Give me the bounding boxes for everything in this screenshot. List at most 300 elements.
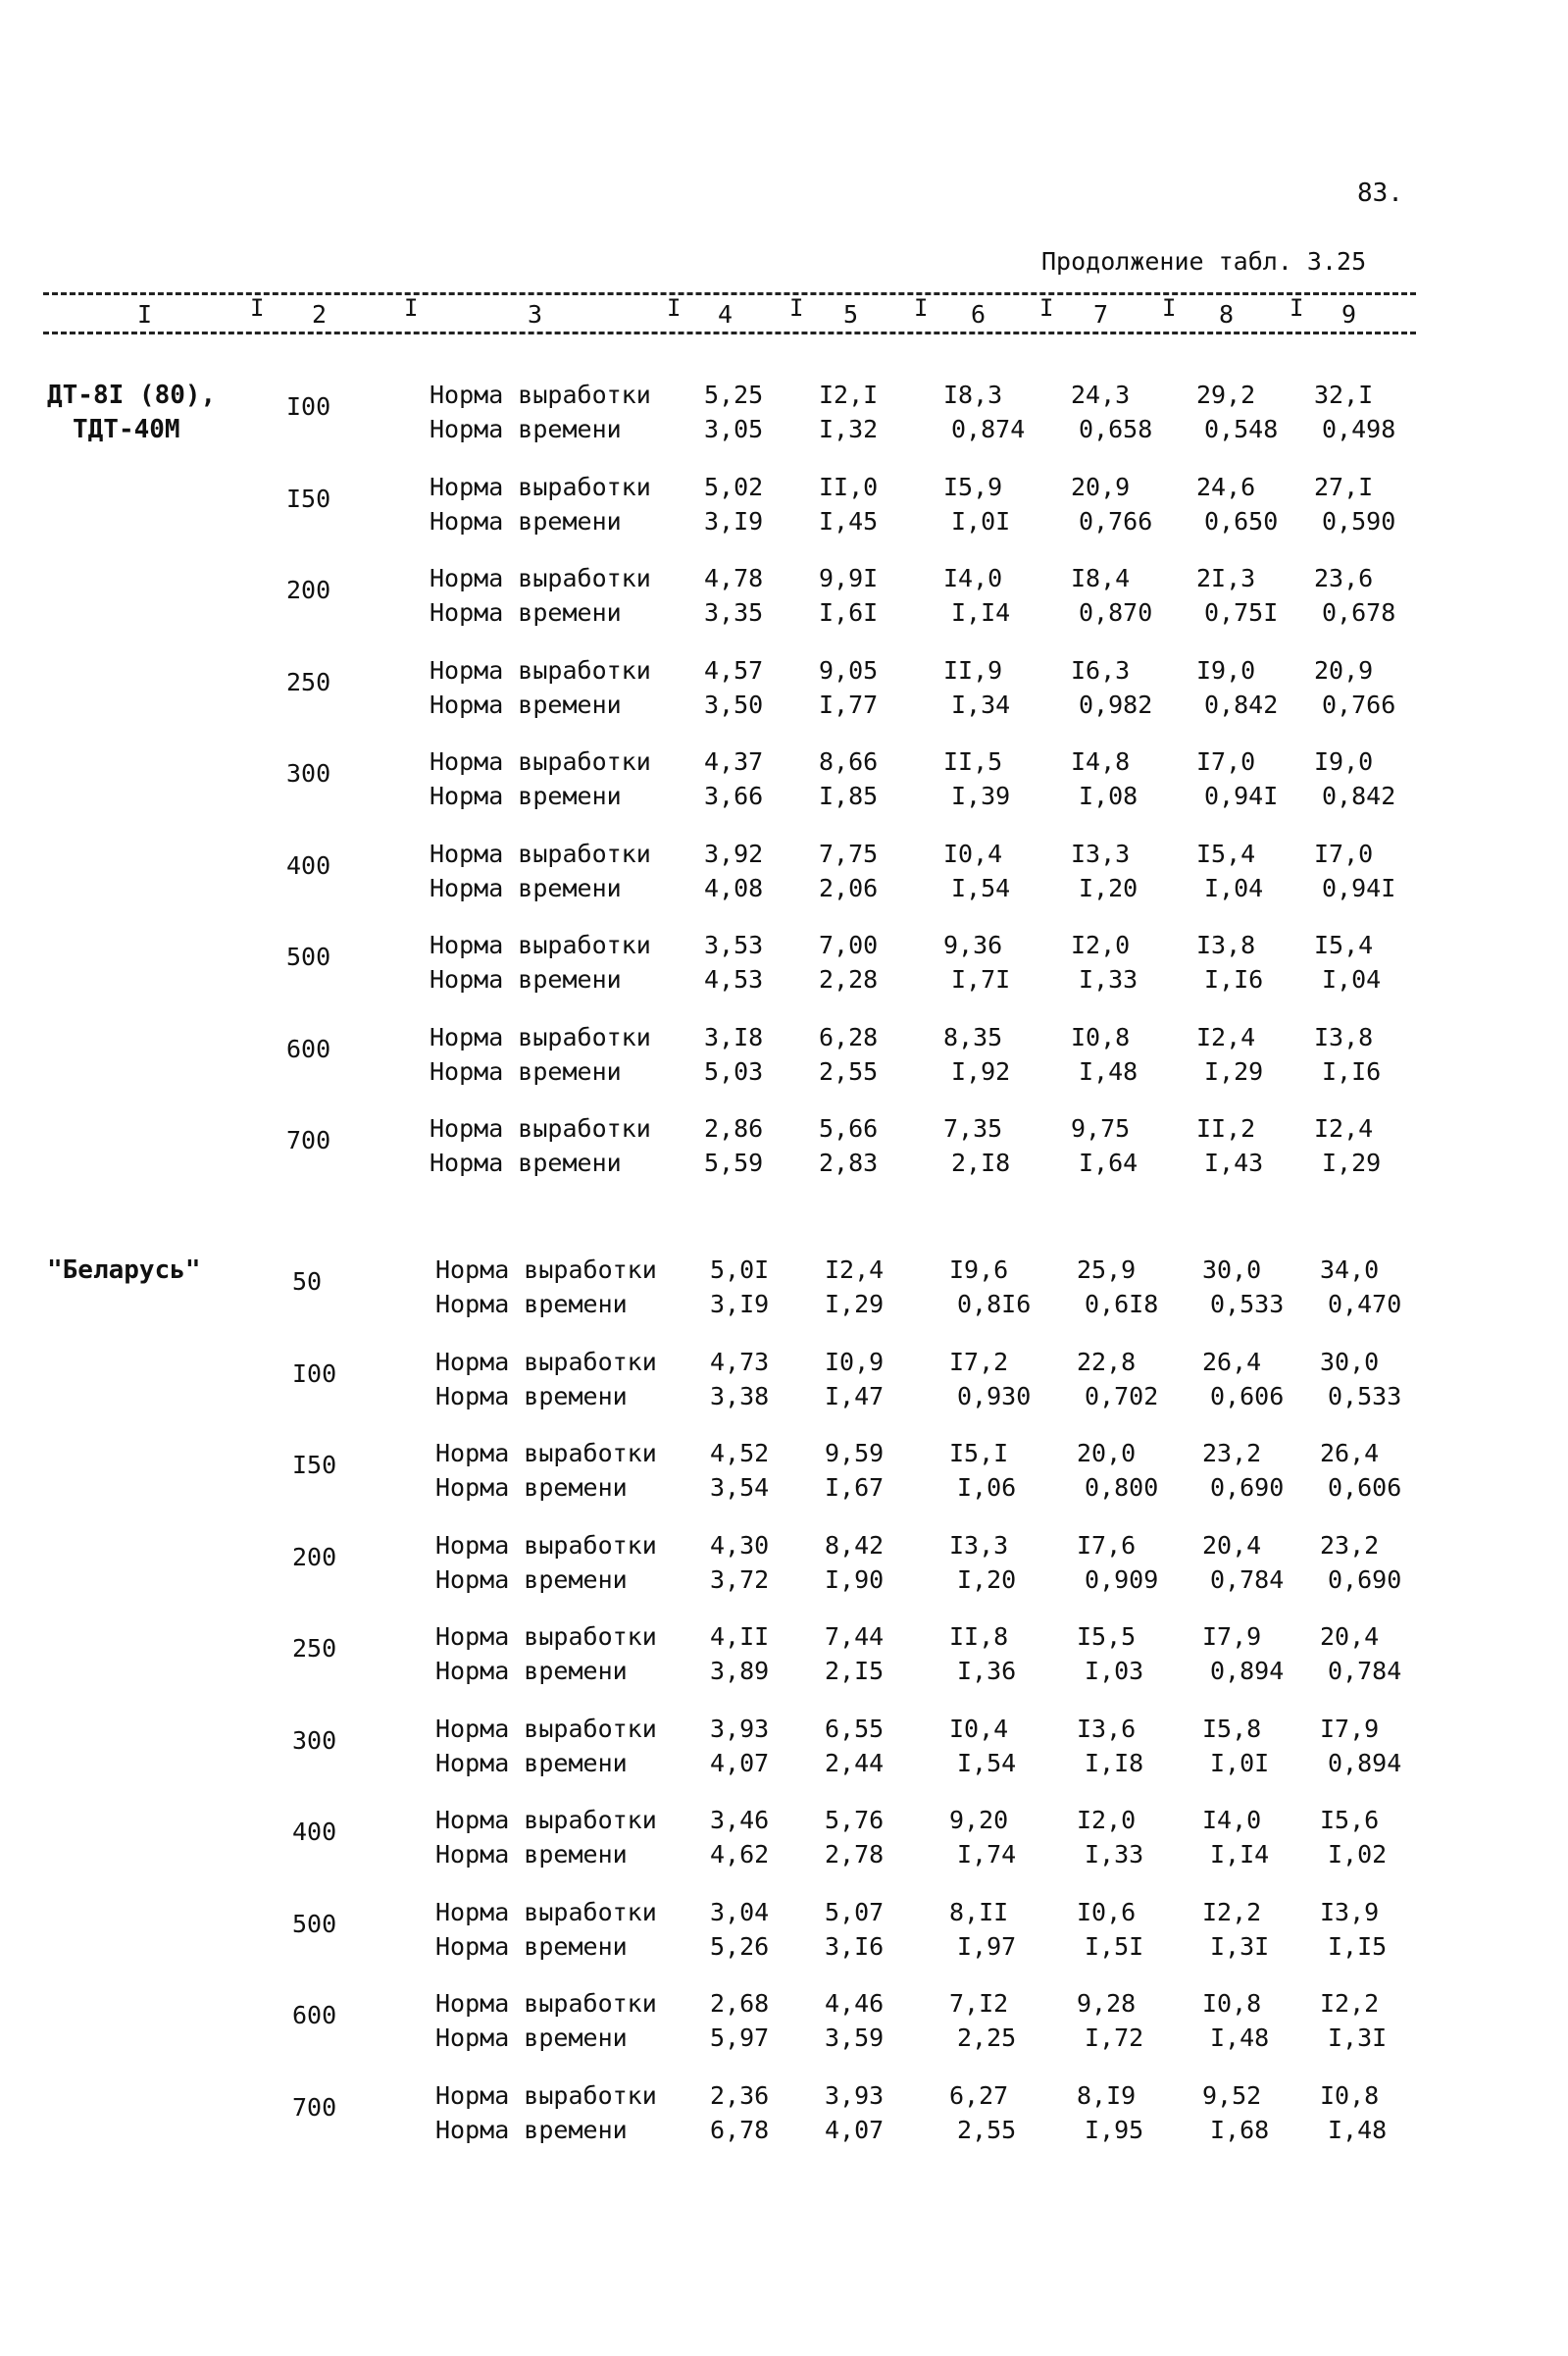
norm-time-value: I,6I xyxy=(819,598,879,627)
column-separator: I xyxy=(1162,294,1177,322)
norm-output-label: Норма выработки xyxy=(430,1114,651,1143)
norm-time-value: 0,470 xyxy=(1328,1290,1402,1318)
norm-output-value: I5,8 xyxy=(1202,1714,1262,1743)
norm-time-value: 0,842 xyxy=(1204,690,1279,719)
norm-time-label: Норма времени xyxy=(435,1473,628,1502)
norm-time-value: I,33 xyxy=(1085,1840,1144,1869)
norm-output-value: 4,30 xyxy=(710,1530,770,1560)
norm-output-value: 24,6 xyxy=(1196,472,1256,501)
norm-output-value: 9,59 xyxy=(825,1439,885,1467)
norm-output-label: Норма выработки xyxy=(435,1622,657,1651)
norm-output-label: Норма выработки xyxy=(435,1530,657,1560)
norm-time-value: 0,800 xyxy=(1085,1473,1159,1502)
norm-time-value: 6,78 xyxy=(710,2115,770,2144)
norm-output-value: 30,0 xyxy=(1320,1347,1380,1376)
norm-time-value: I,64 xyxy=(1079,1149,1138,1177)
norm-output-value: I7,0 xyxy=(1314,839,1374,868)
norm-output-value: 24,3 xyxy=(1071,381,1131,409)
norm-time-value: 5,59 xyxy=(704,1149,764,1177)
norm-time-value: I,03 xyxy=(1085,1657,1144,1685)
column-header-8: 8 xyxy=(1219,300,1235,329)
norm-time-label: Норма времени xyxy=(435,1290,628,1318)
norm-output-value: 9,05 xyxy=(819,655,879,685)
norm-output-value: 32,I xyxy=(1314,381,1374,409)
norm-time-value: I,95 xyxy=(1085,2115,1144,2144)
norm-time-value: 2,I5 xyxy=(825,1657,885,1685)
norm-output-value: 23,6 xyxy=(1314,564,1374,592)
norm-time-value: I,48 xyxy=(1079,1056,1138,1086)
norm-output-value: II,5 xyxy=(943,747,1003,776)
norm-time-value: 5,97 xyxy=(710,2023,770,2052)
norm-time-value: 0,533 xyxy=(1328,1381,1402,1410)
header-bottom-rule xyxy=(43,332,1416,334)
norm-output-value: 3,I8 xyxy=(704,1022,764,1051)
norm-output-value: 5,66 xyxy=(819,1114,879,1143)
header-top-rule xyxy=(43,292,1416,295)
norm-time-value: I,3I xyxy=(1328,2023,1388,2052)
norm-time-label: Норма времени xyxy=(430,1149,622,1177)
norm-time-value: 4,07 xyxy=(825,2115,885,2144)
norm-output-value: I8,3 xyxy=(943,381,1003,409)
norm-time-value: 2,55 xyxy=(957,2115,1017,2144)
norm-output-value: I7,6 xyxy=(1077,1530,1137,1560)
norm-time-value: I,43 xyxy=(1204,1149,1264,1177)
param-value: 500 xyxy=(286,943,331,971)
norm-output-value: 9,9I xyxy=(819,564,879,592)
norm-output-value: 23,2 xyxy=(1202,1439,1262,1467)
param-value: 200 xyxy=(286,576,331,604)
param-value: 200 xyxy=(292,1542,337,1571)
norm-output-value: II,8 xyxy=(949,1622,1009,1651)
norm-output-value: I8,4 xyxy=(1071,564,1131,592)
norm-time-value: 0,94I xyxy=(1322,873,1396,902)
norm-time-label: Норма времени xyxy=(430,1056,622,1086)
norm-time-value: I,I4 xyxy=(951,598,1011,627)
column-header-6: 6 xyxy=(971,300,986,329)
norm-output-value: I0,4 xyxy=(949,1714,1009,1743)
norm-output-value: 25,9 xyxy=(1077,1255,1137,1284)
norm-time-value: I,I6 xyxy=(1204,965,1264,994)
norm-output-value: I7,2 xyxy=(949,1347,1009,1376)
norm-output-value: I2,0 xyxy=(1077,1806,1137,1834)
norm-time-value: 3,05 xyxy=(704,415,764,443)
norm-time-value: I,72 xyxy=(1085,2023,1144,2052)
norm-time-value: 3,59 xyxy=(825,2023,885,2052)
norm-output-value: 2I,3 xyxy=(1196,564,1256,592)
norm-output-label: Норма выработки xyxy=(430,381,651,409)
norm-output-value: 8,I9 xyxy=(1077,2080,1137,2110)
norm-time-value: I,67 xyxy=(825,1473,885,1502)
norm-time-value: I,97 xyxy=(957,1931,1017,1961)
norm-output-value: 20,0 xyxy=(1077,1439,1137,1467)
norm-output-value: 3,93 xyxy=(710,1714,770,1743)
norm-output-value: I0,8 xyxy=(1202,1989,1262,2018)
norm-time-value: 4,62 xyxy=(710,1840,770,1869)
norm-time-value: I,54 xyxy=(951,873,1011,902)
norm-time-value: 4,07 xyxy=(710,1748,770,1777)
norm-output-value: I5,I xyxy=(949,1439,1009,1467)
norm-output-label: Норма выработки xyxy=(430,839,651,868)
norm-output-value: 6,27 xyxy=(949,2080,1009,2110)
norm-time-value: 2,28 xyxy=(819,965,879,994)
norm-time-value: 0,690 xyxy=(1210,1473,1285,1502)
norm-time-value: 0,894 xyxy=(1210,1657,1285,1685)
norm-time-value: I,I6 xyxy=(1322,1056,1382,1086)
norm-output-value: 9,20 xyxy=(949,1806,1009,1834)
norm-time-value: I,08 xyxy=(1079,782,1138,810)
norm-time-value: 0,874 xyxy=(951,415,1026,443)
norm-output-value: I5,4 xyxy=(1314,931,1374,959)
param-value: 300 xyxy=(292,1725,337,1755)
norm-output-value: 5,25 xyxy=(704,381,764,409)
norm-output-value: 9,52 xyxy=(1202,2080,1262,2110)
norm-output-value: 7,00 xyxy=(819,931,879,959)
norm-output-value: 23,2 xyxy=(1320,1530,1380,1560)
param-value: 600 xyxy=(286,1034,331,1063)
machine-name: ТДТ-40М xyxy=(73,415,180,444)
norm-time-value: I,I8 xyxy=(1085,1748,1144,1777)
norm-output-value: II,9 xyxy=(943,655,1003,685)
norm-time-value: I,20 xyxy=(957,1564,1017,1594)
norm-output-value: 3,46 xyxy=(710,1806,770,1834)
norm-output-value: I3,8 xyxy=(1314,1022,1374,1051)
norm-time-value: I,7I xyxy=(951,965,1011,994)
norm-output-value: I9,0 xyxy=(1314,747,1374,776)
column-header-7: 7 xyxy=(1093,300,1109,329)
norm-time-label: Норма времени xyxy=(430,782,622,810)
norm-time-value: 3,38 xyxy=(710,1381,770,1410)
norm-time-value: 3,I9 xyxy=(704,506,764,536)
norm-time-value: 0,982 xyxy=(1079,690,1153,719)
norm-output-value: 4,57 xyxy=(704,655,764,685)
param-value: 500 xyxy=(292,1909,337,1938)
norm-output-value: 7,I2 xyxy=(949,1989,1009,2018)
norm-output-value: 4,78 xyxy=(704,564,764,592)
norm-output-value: I4,0 xyxy=(943,564,1003,592)
column-header-9: 9 xyxy=(1341,300,1357,329)
norm-output-value: 8,II xyxy=(949,1897,1009,1926)
norm-time-value: 4,08 xyxy=(704,873,764,902)
norm-time-value: I,47 xyxy=(825,1381,885,1410)
norm-time-value: 0,766 xyxy=(1322,690,1396,719)
norm-output-value: 7,75 xyxy=(819,839,879,868)
norm-time-value: I,34 xyxy=(951,690,1011,719)
norm-output-value: 4,46 xyxy=(825,1989,885,2018)
norm-output-value: I0,4 xyxy=(943,839,1003,868)
norm-time-value: 3,I6 xyxy=(825,1931,885,1961)
norm-time-value: I,39 xyxy=(951,782,1011,810)
norm-output-value: 9,36 xyxy=(943,931,1003,959)
norm-time-value: I,77 xyxy=(819,690,879,719)
norm-output-value: I4,0 xyxy=(1202,1806,1262,1834)
norm-time-value: 0,548 xyxy=(1204,415,1279,443)
norm-output-value: 5,0I xyxy=(710,1255,770,1284)
norm-time-value: 4,53 xyxy=(704,965,764,994)
norm-output-value: I2,2 xyxy=(1202,1897,1262,1926)
norm-time-value: 0,8I6 xyxy=(957,1290,1032,1318)
column-separator: I xyxy=(789,294,804,322)
norm-output-value: 3,53 xyxy=(704,931,764,959)
norm-time-value: 0,690 xyxy=(1328,1564,1402,1594)
param-value: I50 xyxy=(286,484,331,513)
norm-output-value: 29,2 xyxy=(1196,381,1256,409)
norm-output-value: 4,52 xyxy=(710,1439,770,1467)
norm-time-label: Норма времени xyxy=(435,2115,628,2144)
norm-time-value: I,0I xyxy=(951,506,1011,536)
norm-time-value: I,74 xyxy=(957,1840,1017,1869)
norm-time-label: Норма времени xyxy=(435,1840,628,1869)
norm-time-value: 3,50 xyxy=(704,690,764,719)
norm-output-label: Норма выработки xyxy=(435,1255,657,1284)
norm-output-value: 7,35 xyxy=(943,1114,1003,1143)
norm-time-value: 3,66 xyxy=(704,782,764,810)
norm-time-value: 0,930 xyxy=(957,1381,1032,1410)
norm-time-label: Норма времени xyxy=(430,506,622,536)
norm-time-label: Норма времени xyxy=(435,1564,628,1594)
norm-time-value: 0,870 xyxy=(1079,598,1153,627)
norm-output-value: I7,9 xyxy=(1320,1714,1380,1743)
norm-output-value: I3,3 xyxy=(949,1530,1009,1560)
param-value: I50 xyxy=(292,1451,337,1479)
norm-time-value: I,29 xyxy=(1322,1149,1382,1177)
norm-time-label: Норма времени xyxy=(430,598,622,627)
norm-time-value: I,85 xyxy=(819,782,879,810)
norm-output-value: 3,92 xyxy=(704,839,764,868)
norm-time-value: 0,498 xyxy=(1322,415,1396,443)
norm-time-value: I,48 xyxy=(1210,2023,1270,2052)
norm-time-label: Норма времени xyxy=(430,690,622,719)
norm-time-value: I,20 xyxy=(1079,873,1138,902)
norm-output-value: I0,8 xyxy=(1320,2080,1380,2110)
column-separator: I xyxy=(1290,294,1304,322)
norm-output-value: I6,3 xyxy=(1071,655,1131,685)
column-header-3: 3 xyxy=(528,300,543,329)
norm-time-value: 0,784 xyxy=(1210,1564,1285,1594)
norm-output-value: I9,0 xyxy=(1196,655,1256,685)
norm-output-value: 34,0 xyxy=(1320,1255,1380,1284)
norm-output-value: 2,36 xyxy=(710,2080,770,2110)
norm-output-value: 9,75 xyxy=(1071,1114,1131,1143)
norm-time-value: 0,533 xyxy=(1210,1290,1285,1318)
column-separator: I xyxy=(404,294,419,322)
machine-name: "Беларусь" xyxy=(47,1255,201,1285)
norm-output-label: Норма выработки xyxy=(435,1439,657,1467)
norm-output-value: I4,8 xyxy=(1071,747,1131,776)
norm-time-value: I,04 xyxy=(1204,873,1264,902)
norm-time-value: 0,75I xyxy=(1204,598,1279,627)
norm-output-value: I3,8 xyxy=(1196,931,1256,959)
norm-output-value: 5,76 xyxy=(825,1806,885,1834)
norm-time-label: Норма времени xyxy=(435,1381,628,1410)
norm-time-value: 0,590 xyxy=(1322,506,1396,536)
norm-output-value: II,2 xyxy=(1196,1114,1256,1143)
norm-output-value: 6,55 xyxy=(825,1714,885,1743)
norm-output-label: Норма выработки xyxy=(430,472,651,501)
norm-time-label: Норма времени xyxy=(430,873,622,902)
norm-time-value: 0,6I8 xyxy=(1085,1290,1159,1318)
norm-output-label: Норма выработки xyxy=(430,564,651,592)
norm-output-label: Норма выработки xyxy=(435,2080,657,2110)
norm-output-value: 5,07 xyxy=(825,1897,885,1926)
norm-output-value: 8,42 xyxy=(825,1530,885,1560)
norm-time-value: I,68 xyxy=(1210,2115,1270,2144)
norm-output-value: 20,9 xyxy=(1071,472,1131,501)
norm-output-value: 4,73 xyxy=(710,1347,770,1376)
norm-time-value: I,5I xyxy=(1085,1931,1144,1961)
norm-output-value: I2,0 xyxy=(1071,931,1131,959)
norm-time-value: 2,83 xyxy=(819,1149,879,1177)
norm-output-value: 20,9 xyxy=(1314,655,1374,685)
norm-time-value: 5,03 xyxy=(704,1056,764,1086)
norm-time-value: 0,678 xyxy=(1322,598,1396,627)
norm-time-value: I,04 xyxy=(1322,965,1382,994)
norm-output-value: II,0 xyxy=(819,472,879,501)
norm-time-value: 2,44 xyxy=(825,1748,885,1777)
table-caption: Продолжение табл. 3.25 xyxy=(1041,247,1367,276)
norm-time-label: Норма времени xyxy=(435,1657,628,1685)
norm-time-value: 3,54 xyxy=(710,1473,770,1502)
column-header-5: 5 xyxy=(843,300,859,329)
norm-time-value: 2,25 xyxy=(957,2023,1017,2052)
norm-output-label: Норма выработки xyxy=(435,1989,657,2018)
norm-output-value: 3,04 xyxy=(710,1897,770,1926)
norm-time-value: 2,55 xyxy=(819,1056,879,1086)
param-value: 700 xyxy=(286,1126,331,1154)
norm-output-value: 22,8 xyxy=(1077,1347,1137,1376)
norm-time-value: 2,78 xyxy=(825,1840,885,1869)
norm-output-value: I5,4 xyxy=(1196,839,1256,868)
norm-time-value: I,90 xyxy=(825,1564,885,1594)
norm-output-value: 8,66 xyxy=(819,747,879,776)
norm-output-value: I0,6 xyxy=(1077,1897,1137,1926)
norm-time-value: 0,702 xyxy=(1085,1381,1159,1410)
norm-time-value: 2,I8 xyxy=(951,1149,1011,1177)
norm-output-label: Норма выработки xyxy=(435,1806,657,1834)
norm-output-value: I3,6 xyxy=(1077,1714,1137,1743)
norm-output-value: 2,68 xyxy=(710,1989,770,2018)
param-value: I00 xyxy=(286,392,331,421)
norm-output-value: 26,4 xyxy=(1202,1347,1262,1376)
norm-time-value: I,36 xyxy=(957,1657,1017,1685)
param-value: 400 xyxy=(286,850,331,880)
norm-time-value: I,06 xyxy=(957,1473,1017,1502)
param-value: 50 xyxy=(292,1267,323,1296)
norm-time-value: I,29 xyxy=(1204,1056,1264,1086)
norm-time-value: I,33 xyxy=(1079,965,1138,994)
norm-output-value: 5,02 xyxy=(704,472,764,501)
param-value: 300 xyxy=(286,759,331,788)
param-value: 250 xyxy=(292,1634,337,1663)
param-value: I00 xyxy=(292,1358,337,1388)
column-separator: I xyxy=(250,294,265,322)
norm-output-value: I0,9 xyxy=(825,1347,885,1376)
norm-time-value: I,I4 xyxy=(1210,1840,1270,1869)
norm-time-value: 3,I9 xyxy=(710,1290,770,1318)
column-header-1: I xyxy=(137,300,153,329)
norm-time-value: 0,650 xyxy=(1204,506,1279,536)
page-number: 83. xyxy=(1357,179,1403,208)
norm-output-label: Норма выработки xyxy=(430,931,651,959)
norm-time-value: I,29 xyxy=(825,1290,885,1318)
column-separator: I xyxy=(1039,294,1054,322)
param-value: 600 xyxy=(292,2001,337,2029)
norm-output-value: I2,4 xyxy=(1314,1114,1374,1143)
norm-output-value: 26,4 xyxy=(1320,1439,1380,1467)
norm-time-value: I,3I xyxy=(1210,1931,1270,1961)
norm-output-value: 8,35 xyxy=(943,1022,1003,1051)
norm-output-label: Норма выработки xyxy=(430,1022,651,1051)
norm-output-value: I5,9 xyxy=(943,472,1003,501)
norm-time-value: I,0I xyxy=(1210,1748,1270,1777)
norm-time-value: I,48 xyxy=(1328,2115,1388,2144)
norm-output-value: I2,2 xyxy=(1320,1989,1380,2018)
norm-output-value: I7,9 xyxy=(1202,1622,1262,1651)
norm-time-value: I,92 xyxy=(951,1056,1011,1086)
norm-output-value: I9,6 xyxy=(949,1255,1009,1284)
norm-output-value: 30,0 xyxy=(1202,1255,1262,1284)
norm-output-value: I2,I xyxy=(819,381,879,409)
norm-time-value: 0,766 xyxy=(1079,506,1153,536)
norm-output-value: 3,93 xyxy=(825,2080,885,2110)
norm-output-value: I3,9 xyxy=(1320,1897,1380,1926)
norm-output-label: Норма выработки xyxy=(435,1897,657,1926)
norm-time-value: 0,909 xyxy=(1085,1564,1159,1594)
norm-time-value: 0,94I xyxy=(1204,782,1279,810)
norm-time-value: I,54 xyxy=(957,1748,1017,1777)
norm-time-value: 0,784 xyxy=(1328,1657,1402,1685)
param-value: 250 xyxy=(286,667,331,696)
norm-time-value: 0,658 xyxy=(1079,415,1153,443)
norm-output-value: 6,28 xyxy=(819,1022,879,1051)
norm-output-value: I5,6 xyxy=(1320,1806,1380,1834)
norm-output-value: 20,4 xyxy=(1202,1530,1262,1560)
norm-output-label: Норма выработки xyxy=(430,655,651,685)
norm-output-value: I3,3 xyxy=(1071,839,1131,868)
norm-time-value: 3,89 xyxy=(710,1657,770,1685)
norm-output-value: I0,8 xyxy=(1071,1022,1131,1051)
norm-time-value: 3,72 xyxy=(710,1564,770,1594)
norm-output-value: 4,37 xyxy=(704,747,764,776)
norm-time-value: I,02 xyxy=(1328,1840,1388,1869)
norm-output-value: 7,44 xyxy=(825,1622,885,1651)
norm-output-value: I2,4 xyxy=(1196,1022,1256,1051)
norm-output-value: I5,5 xyxy=(1077,1622,1137,1651)
norm-output-value: 27,I xyxy=(1314,472,1374,501)
norm-time-value: I,I5 xyxy=(1328,1931,1388,1961)
norm-time-value: 3,35 xyxy=(704,598,764,627)
param-value: 400 xyxy=(292,1818,337,1846)
norm-time-value: 5,26 xyxy=(710,1931,770,1961)
norm-time-value: 0,894 xyxy=(1328,1748,1402,1777)
norm-output-value: 20,4 xyxy=(1320,1622,1380,1651)
norm-output-label: Норма выработки xyxy=(435,1714,657,1743)
norm-time-label: Норма времени xyxy=(435,1748,628,1777)
norm-output-value: 2,86 xyxy=(704,1114,764,1143)
norm-output-label: Норма выработки xyxy=(435,1347,657,1376)
norm-time-label: Норма времени xyxy=(435,1931,628,1961)
norm-time-value: I,45 xyxy=(819,506,879,536)
norm-output-label: Норма выработки xyxy=(430,747,651,776)
norm-time-label: Норма времени xyxy=(435,2023,628,2052)
norm-output-value: 9,28 xyxy=(1077,1989,1137,2018)
norm-time-value: 0,606 xyxy=(1210,1381,1285,1410)
column-separator: I xyxy=(667,294,682,322)
norm-time-value: 0,842 xyxy=(1322,782,1396,810)
norm-output-value: I2,4 xyxy=(825,1255,885,1284)
norm-time-value: 0,606 xyxy=(1328,1473,1402,1502)
column-separator: I xyxy=(914,294,929,322)
param-value: 700 xyxy=(292,2092,337,2122)
